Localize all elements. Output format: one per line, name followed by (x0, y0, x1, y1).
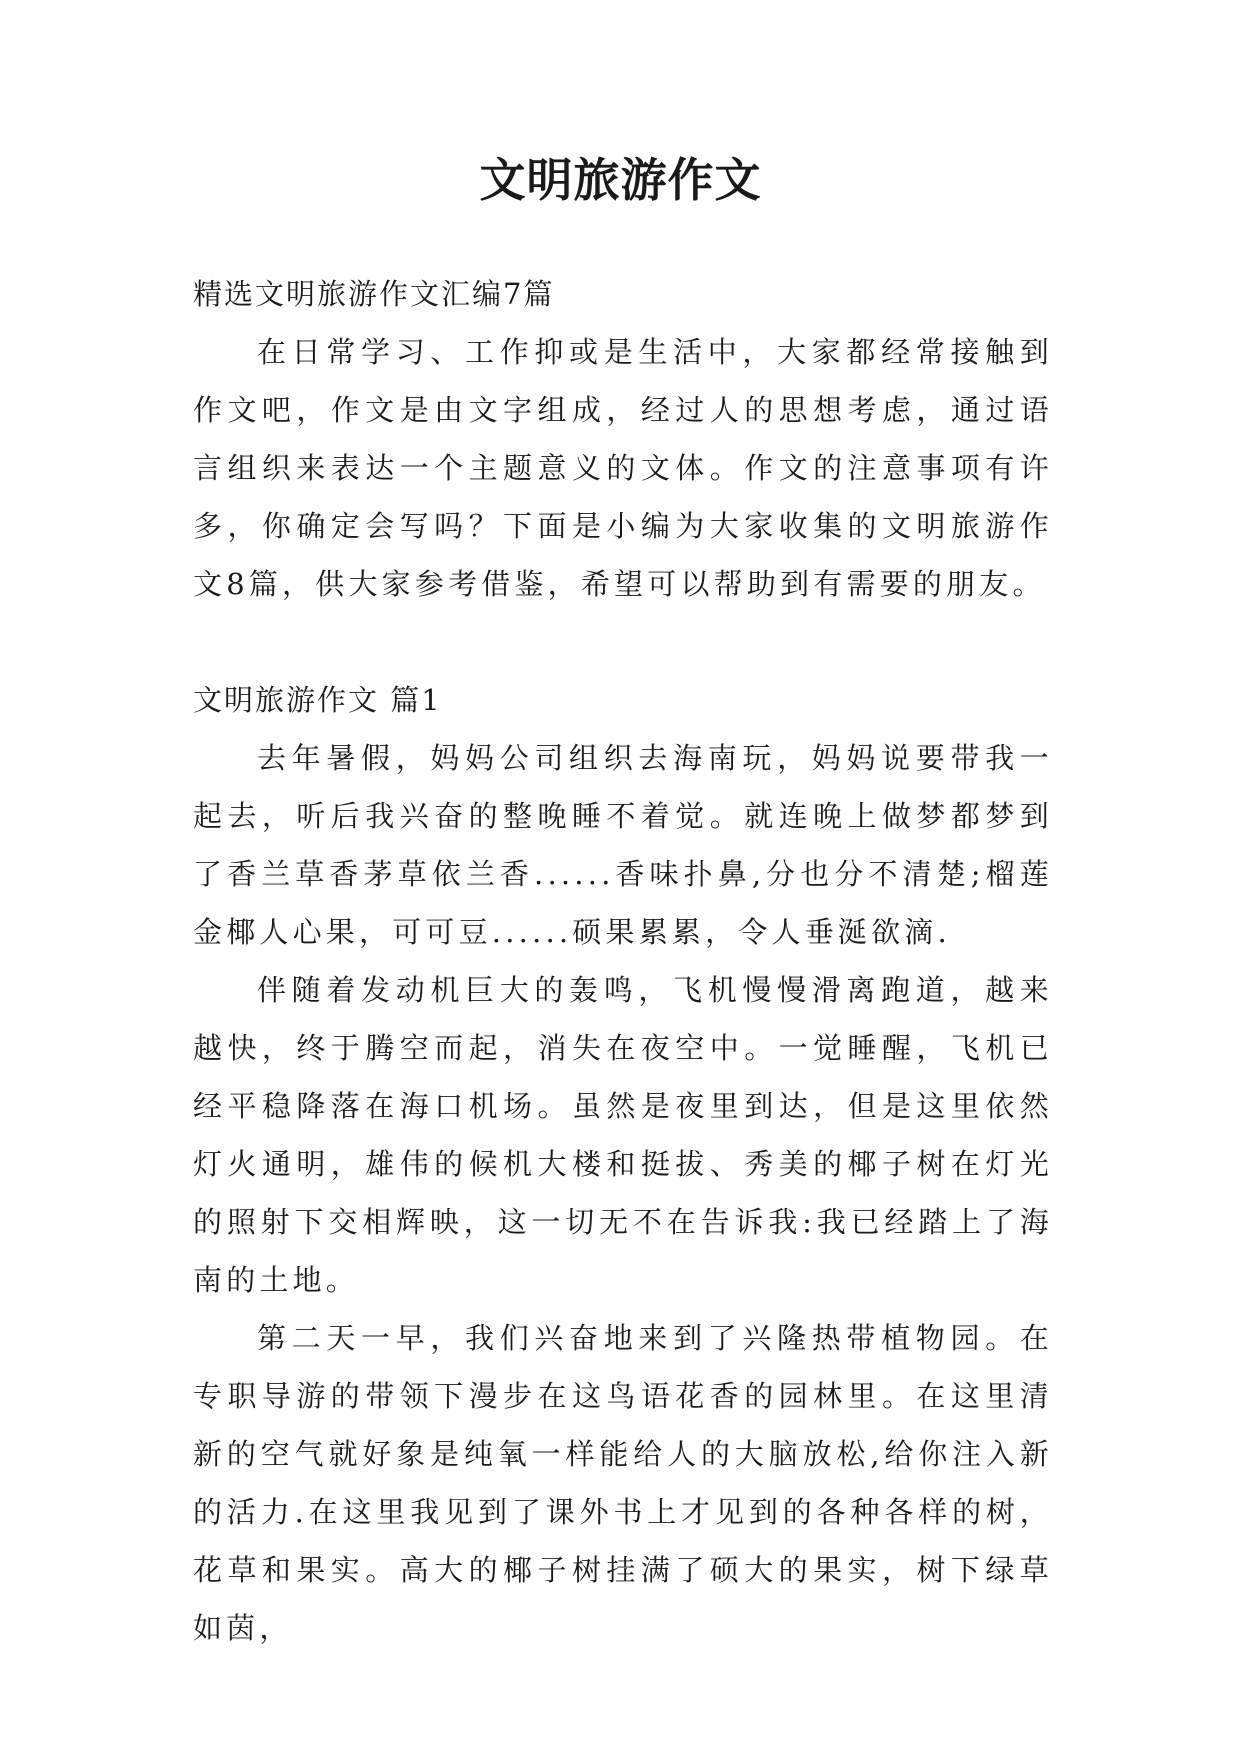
body-paragraph: 第二天一早，我们兴奋地来到了兴隆热带植物园。在专职导游的带领下漫步在这鸟语花香的园林里。在这里清新的空气就好象是纯氧一样能给人的大脑放松,给你注入新的活力.在这里我见到了课外书上才见到的各种各样的树，花草和果实。高大的椰子树挂满了硕大的果实，树下绿草如茵， (193, 1321, 1053, 1645)
document-subtitle: 精选文明旅游作文汇编7篇 (193, 277, 555, 311)
body-paragraph: 去年暑假，妈妈公司组织去海南玩，妈妈说要带我一起去，听后我兴奋的整晚睡不着觉。就连晚上做梦都梦到了香兰草香茅草依兰香......香味扑鼻,分也分不清楚;榴莲金椰人心果，可可豆......硕果累累，令人垂涎欲滴. (193, 741, 1053, 949)
body-paragraph: 伴随着发动机巨大的轰鸣，飞机慢慢滑离跑道，越来越快，终于腾空而起，消失在夜空中。一觉睡醒，飞机已经平稳降落在海口机场。虽然是夜里到达，但是这里依然灯火通明，雄伟的候机大楼和挺拔、秀美的椰子树在灯光的照射下交相辉映，这一切无不在告诉我:我已经踏上了海南的土地。 (193, 973, 1053, 1297)
document-body (193, 265, 1053, 1657)
document-title: 文明旅游作文 (479, 153, 762, 207)
intro-paragraph: 在日常学习、工作抑或是生活中，大家都经常接触到作文吧，作文是由文字组成，经过人的思想考虑，通过语言组织来表达一个主题意义的文体。作文的注意事项有许多，你确定会写吗？下面是小编为大家收集的文明旅游作文8篇，供大家参考借鉴，希望可以帮助到有需要的朋友。 (193, 335, 1053, 601)
section-heading: 文明旅游作文 篇1 (193, 683, 442, 717)
